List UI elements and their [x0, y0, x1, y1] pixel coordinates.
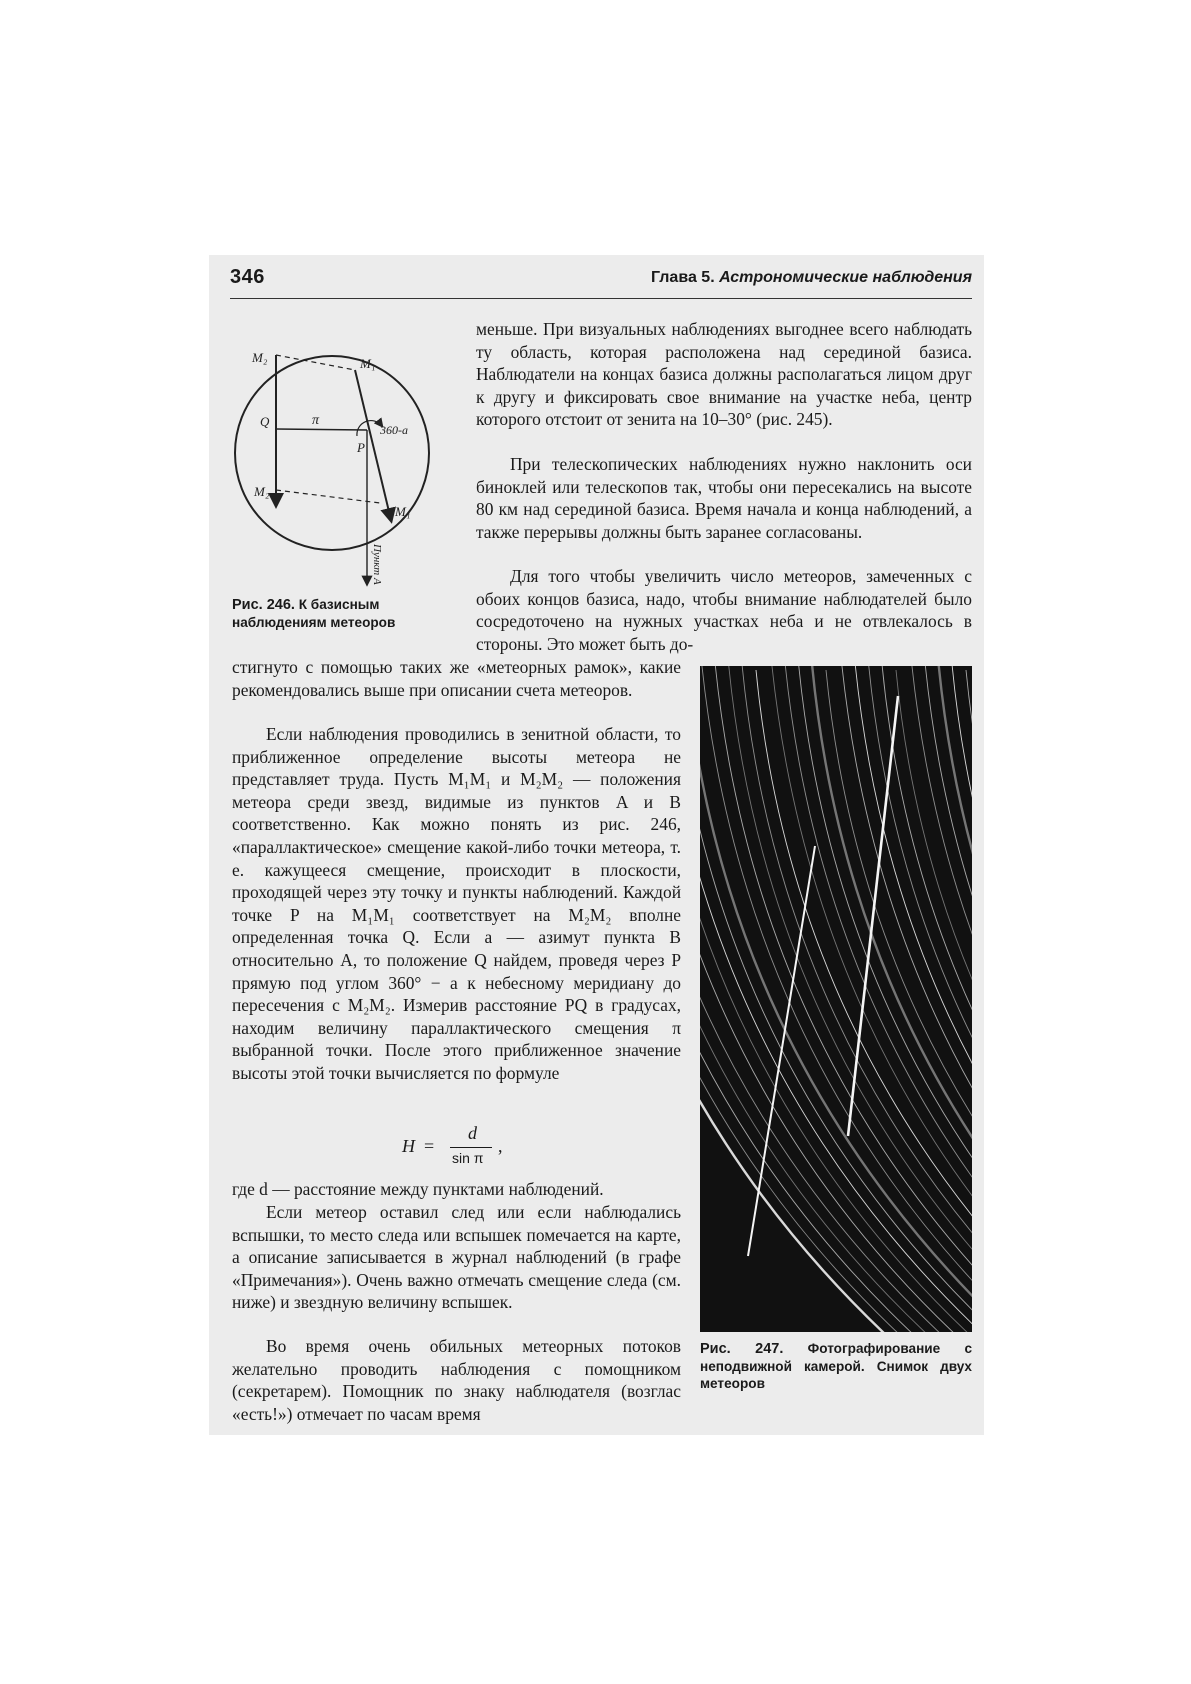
chapter-label: Глава 5.: [650, 269, 715, 286]
page-number: 346: [230, 266, 265, 288]
star-trail: [700, 666, 972, 1332]
figure-246-caption-text: К базисным наблюдениям метеоров: [232, 597, 396, 630]
figure-247-label: Рис. 247.: [700, 1341, 784, 1357]
formula-denominator: sin π: [452, 1150, 484, 1166]
label-m2-bottom: M₂: [254, 484, 270, 499]
formula-numerator: d: [468, 1123, 477, 1143]
paragraph-2: При телескопических наблюдениях нужно наклонить оси биноклей или телескопов так, чтобы они пересекались на высоте 80 км над серединой базиса. Время начала и конца наблюдений, а также перерывы должны быть заранее согласованы.: [476, 454, 972, 542]
paragraph-4: стигнуто с помощью таких же «метеорных рамок», какие рекомендовались выше при описании счета метеоров.: [232, 657, 681, 700]
paragraph-7: Если метеор оставил след или если наблюдались вспышки, то место следа или вспышек помечается на карте, а описание записывается в журнал наблюдений (в графе «Примечания»). Очень важно отмечать смещение следа (см. ниже) и звездную величину вспышек.: [232, 1202, 681, 1313]
star-trail: [700, 666, 962, 1332]
meteor-photo-svg: [700, 666, 972, 1332]
paragraph-3: Для того чтобы увеличить число метеоров, замеченных с обоих концов базиса, надо, чтобы внимание наблюдателей было сосредоточено на нужных участках неба и не отвлекалось в стороны. Это может быть до-: [476, 566, 972, 654]
page-header: [230, 266, 972, 299]
figure-247-caption-text: Фотографирование с неподвижной камерой. Снимок двух метеоров: [700, 1341, 973, 1391]
figure-246-caption: [232, 596, 432, 631]
formula-comma: ,: [498, 1136, 503, 1156]
label-m1-top: M₁: [360, 356, 376, 371]
pq-line: [276, 429, 367, 430]
figure-246: [232, 348, 432, 593]
label-angle: 360-a: [380, 423, 408, 437]
label-m1-bottom: M₁: [395, 504, 411, 519]
label-direction: Пункт А: [371, 544, 383, 585]
star-trail: [700, 666, 972, 1332]
height-formula: [402, 1123, 522, 1171]
star-trail: [700, 666, 920, 1332]
figure-246-label: Рис. 246.: [232, 597, 295, 613]
star-trail: [896, 670, 972, 1332]
star-trail: [868, 666, 972, 1332]
figure-247-caption: [700, 1340, 972, 1392]
star-trail: [700, 666, 972, 1332]
figure-247-photo: [700, 666, 972, 1332]
label-p: P: [357, 440, 365, 455]
paragraph-5: Если наблюдения проводились в зенитной области, то приближенное определение высоты метеора не представляет труда. Пусть M₁M₁ и M₂M₂ — положения метеора среди звезд, видимые из пунктов A и B соответственно. Как можно понять из рис. 246, «параллактическое» смещение какой-либо точки метеора, т. е. кажущееся смещение, происходит в плоскости, проходящей через эту точку и пункты наблюдений. Каждой точке P на M₁M₁ соответствует на M₂M₂ вполне определенная точка Q. Если a — азимут пункта B относительно A, то положение Q найдем, проведя через P прямую под углом 360° − a к небесному меридиану до пересечения с M₂M₂. Измерив расстояние PQ в градусах, находим величину параллактического смещения π выбранной точки. После этого приближенное значение высоты этой точки вычисляется по формуле: [232, 724, 681, 1083]
star-trail: [700, 666, 934, 1332]
paragraph-1: меньше. При визуальных наблюдениях выгоднее всего наблюдать ту область, которая расположена над серединой базиса. Наблюдатели на концах базиса должны располагаться лицом друг к другу и фиксировать свое внимание на участке неба, центр которого отстоит от зенита на 10–30° (рис. 245).: [476, 319, 972, 430]
formula-lhs: H: [402, 1136, 415, 1156]
formula-equals: =: [424, 1136, 435, 1156]
section-title: Астрономические наблюдения: [719, 269, 972, 286]
star-trail: [700, 666, 972, 1332]
running-head: [651, 269, 972, 287]
star-trail: [938, 666, 972, 1332]
star-trail: [700, 666, 972, 1332]
bottom-dash: [276, 490, 380, 503]
basis-diagram: [232, 348, 432, 588]
label-pi: π: [312, 413, 320, 428]
label-q: Q: [260, 414, 270, 429]
star-trail: [952, 666, 972, 1332]
fraction-bar: [450, 1147, 492, 1148]
paragraph-8: Во время очень обильных метеорных потоков желательно проводить наблюдения с помощником (секретарем). Помощник по знаку наблюдателя (возглас «есть!») отмечает по часам время: [232, 1336, 681, 1424]
star-trail: [812, 666, 972, 1332]
star-trail: [798, 666, 972, 1332]
meteor-streak: [748, 846, 815, 1256]
star-trail: [924, 666, 972, 1332]
star-trail: [728, 666, 972, 1332]
sky-circle: [235, 356, 429, 550]
paragraph-6: где d — расстояние между пунктами наблюдений.: [232, 1179, 604, 1199]
label-m2-top: M₂: [252, 350, 268, 365]
